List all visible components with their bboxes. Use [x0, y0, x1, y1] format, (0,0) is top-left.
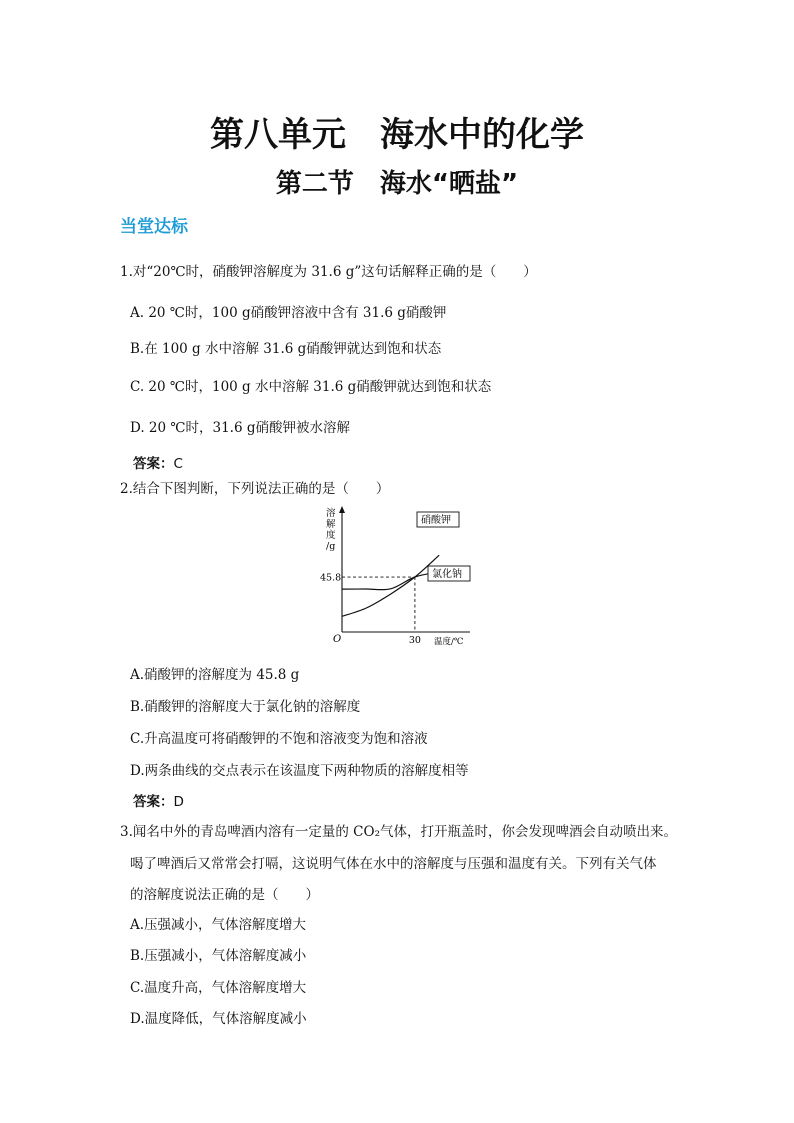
- question-1-option-d: D. 20 ℃时，31.6 g硝酸钾被水溶解: [130, 420, 350, 436]
- series-curve-0: [342, 555, 439, 616]
- question-2-option-a: A.硝酸钾的溶解度为 45.8 g: [130, 667, 300, 683]
- question-3-stem-line-1: 3.闻名中外的青岛啤酒内溶有一定量的 CO₂气体，打开瓶盖时，你会发现啤酒会自动喷出来。: [120, 824, 677, 840]
- question-3-stem-line-2: 喝了啤酒后又常常会打嗝，这说明气体在水中的溶解度与压强和温度有关。下列有关气体: [130, 856, 657, 872]
- y-axis-arrow: [339, 506, 345, 513]
- question-3-option-a: A.压强减小，气体溶解度增大: [130, 917, 307, 933]
- series-label: 硝酸钾: [421, 515, 451, 526]
- solubility-chart: [310, 502, 480, 650]
- question-2-option-d: D.两条曲线的交点表示在该温度下两种物质的溶解度相等: [130, 763, 469, 779]
- section-title: 第二节 海水“晒盐”: [275, 169, 519, 199]
- question-1-stem: 1.对“20℃时，硝酸钾溶解度为 31.6 g”这句话解释正确的是（ ）: [120, 264, 537, 280]
- question-1-option-c: C. 20 ℃时，100 g 水中溶解 31.6 g硝酸钾就达到饱和状态: [130, 379, 492, 395]
- answer-label: 答案：: [133, 456, 174, 472]
- answer-value: D: [173, 794, 184, 810]
- question-2-option-c: C.升高温度可将硝酸钾的不饱和溶液变为饱和溶液: [130, 731, 428, 747]
- exercise-heading: 当堂达标: [120, 217, 188, 237]
- question-2-option-b: B.硝酸钾的溶解度大于氯化钠的溶解度: [130, 699, 361, 715]
- series-curve-1: [342, 572, 439, 590]
- question-1-option-a: A. 20 ℃时，100 g硝酸钾溶液中含有 31.6 g硝酸钾: [130, 305, 447, 321]
- unit-title: 第八单元 海水中的化学: [210, 115, 584, 155]
- x-axis-label: 温度/℃: [434, 637, 464, 647]
- y-label-char: 溶: [326, 508, 336, 519]
- answer-label: 答案：: [133, 794, 174, 810]
- x-tick-label: 30: [408, 635, 421, 646]
- question-1-answer: [133, 452, 183, 472]
- question-1-option-b: B.在 100 g 水中溶解 31.6 g硝酸钾就达到饱和状态: [130, 341, 442, 357]
- y-label-char: /g: [326, 541, 336, 552]
- origin-label: O: [333, 634, 342, 645]
- answer-value: C: [173, 456, 183, 472]
- question-2-stem: 2.结合下图判断，下列说法正确的是（ ）: [120, 481, 390, 497]
- series-label: 氯化钠: [432, 569, 462, 580]
- y-label-char: 解: [326, 519, 336, 530]
- question-3-option-d: D.温度降低，气体溶解度减小: [130, 1011, 307, 1027]
- y-tick-label: 45.8: [320, 572, 342, 584]
- question-3-stem-line-3: 的溶解度说法正确的是（ ）: [130, 887, 319, 903]
- question-3-option-c: C.温度升高，气体溶解度增大: [130, 980, 307, 996]
- question-3-option-b: B.压强减小，气体溶解度减小: [130, 948, 307, 964]
- question-2-answer: [133, 790, 184, 810]
- chart-y-label: [326, 507, 336, 552]
- y-label-char: 度: [326, 530, 336, 541]
